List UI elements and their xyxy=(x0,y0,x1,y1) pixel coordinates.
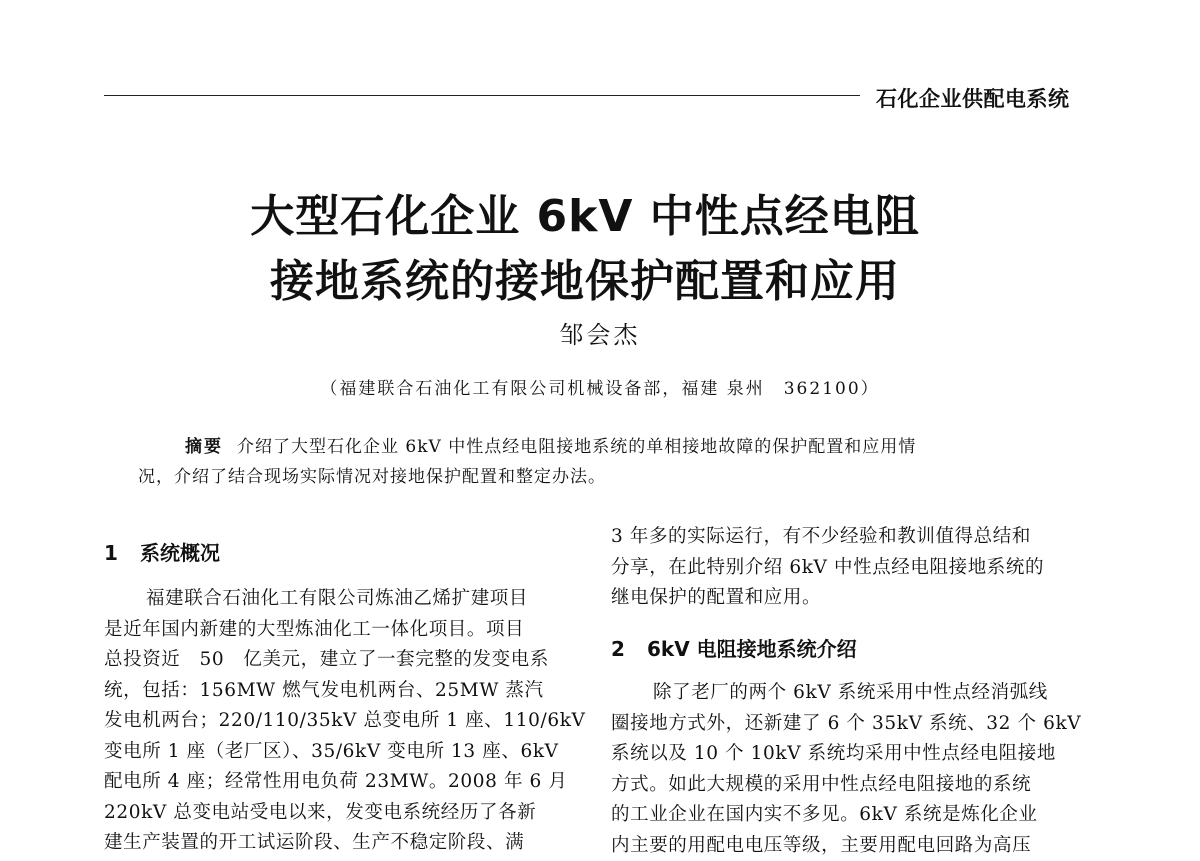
abstract-keyword: 摘要 xyxy=(185,437,223,457)
abstract-line-2: 况，介绍了结合现场实际情况对接地保护配置和整定办法。 xyxy=(138,462,1038,492)
section-2-number: 2 xyxy=(611,637,647,661)
body-line: 总投资近 50 亿美元，建立了一套完整的发变电系 xyxy=(104,645,570,676)
body-line: 变电所 1 座（老厂区）、35/6kV 变电所 13 座、6kV xyxy=(104,737,570,768)
header-rule xyxy=(104,95,860,96)
abstract xyxy=(138,432,1038,492)
body-line: 继电保护的配置和应用。 xyxy=(611,583,1081,614)
author-name: 邹会杰 xyxy=(0,315,1200,350)
body-line: 的工业企业在国内实不多见。6kV 系统是炼化企业 xyxy=(611,800,1081,831)
body-line: 3 年多的实际运行，有不少经验和教训值得总结和 xyxy=(611,522,1081,553)
left-column xyxy=(104,584,570,859)
section-1-heading xyxy=(104,537,220,566)
abstract-text-1: 介绍了大型石化企业 6kV 中性点经电阻接地系统的单相接地故障的保护配置和应用情 xyxy=(237,437,916,457)
body-line: 方式。如此大规模的采用中性点经电阻接地的系统 xyxy=(611,770,1081,801)
paper-title-line-2: 接地系统的接地保护配置和应用 xyxy=(0,245,1185,309)
paper-title-line-1: 大型石化企业 6kV 中性点经电阻 xyxy=(0,180,1185,244)
right-column-section-2 xyxy=(611,678,1081,861)
section-2-heading xyxy=(611,633,857,662)
body-line: 配电所 4 座；经常性用电负荷 23MW。2008 年 6 月 xyxy=(104,767,570,798)
body-line: 是近年国内新建的大型炼油化工一体化项目。项目 xyxy=(104,615,570,646)
body-line: 建生产装置的开工试运阶段、生产不稳定阶段、满 xyxy=(104,828,570,859)
body-line: 统，包括：156MW 燃气发电机两台、25MW 蒸汽 xyxy=(104,676,570,707)
running-head: 石化企业供配电系统 xyxy=(876,83,1070,113)
section-1-number: 1 xyxy=(104,541,140,565)
body-line: 发电机两台；220/110/35kV 总变电所 1 座、110/6kV xyxy=(104,706,570,737)
right-column-top xyxy=(611,522,1081,614)
body-line: 内主要的用配电电压等级，主要用配电回路为高压 xyxy=(611,831,1081,861)
body-line: 圈接地方式外，还新建了 6 个 35kV 系统、32 个 6kV xyxy=(611,709,1081,740)
section-1-title: 系统概况 xyxy=(140,541,220,565)
body-line: 分享，在此特别介绍 6kV 中性点经电阻接地系统的 xyxy=(611,553,1081,584)
body-line: 220kV 总变电站受电以来，发变电系统经历了各新 xyxy=(104,798,570,829)
author-affiliation: （福建联合石油化工有限公司机械设备部，福建 泉州 362100） xyxy=(0,374,1200,399)
abstract-line-1 xyxy=(138,432,1038,462)
body-line: 福建联合石油化工有限公司炼油乙烯扩建项目 xyxy=(104,584,570,615)
section-2-title: 6kV 电阻接地系统介绍 xyxy=(647,637,857,661)
body-line: 除了老厂的两个 6kV 系统采用中性点经消弧线 xyxy=(611,678,1081,709)
body-line: 系统以及 10 个 10kV 系统均采用中性点经电阻接地 xyxy=(611,739,1081,770)
